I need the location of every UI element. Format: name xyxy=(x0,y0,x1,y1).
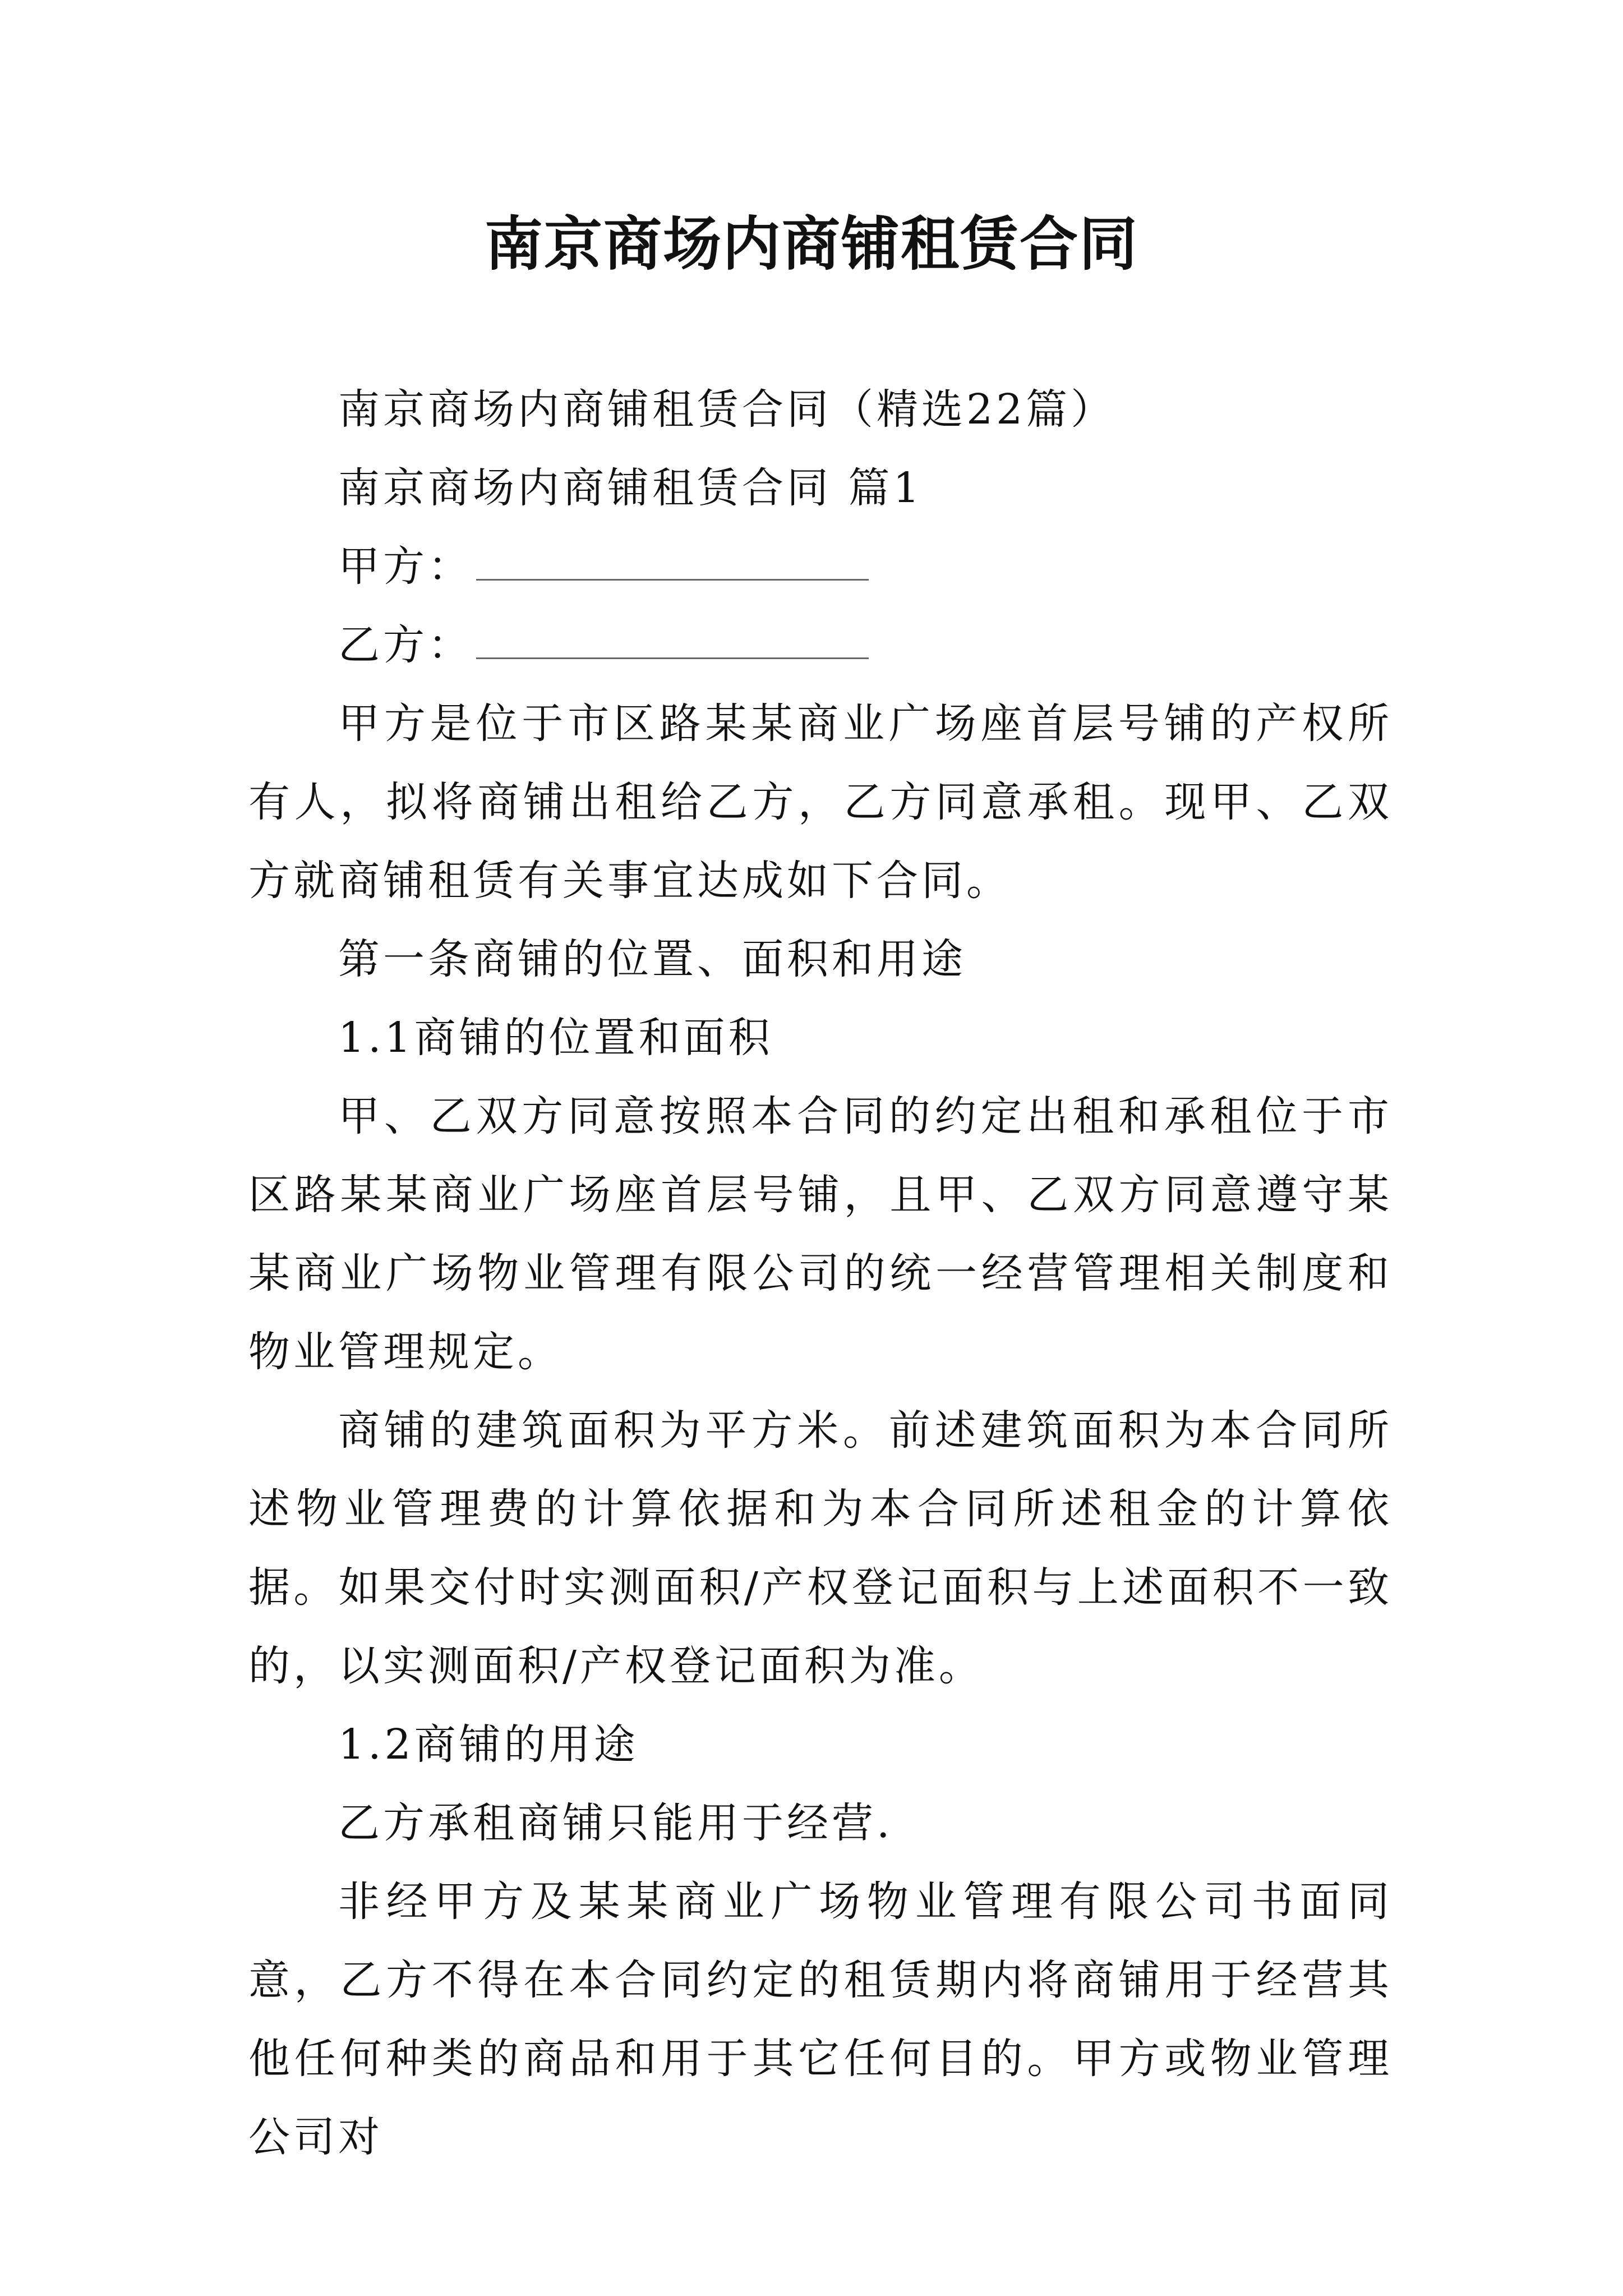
paragraph: 甲方是位于市区路某某商业广场座首层号铺的产权所有人，拟将商铺出租给乙方，乙方同意承租。现甲、乙双方就商铺租赁有关事宜达成如下合同。 xyxy=(248,700,1393,905)
party-a-label: 甲方： xyxy=(338,542,473,591)
paragraph: 甲、乙双方同意按照本合同的约定出租和承租位于市区路某某商业广场座首层号铺，且甲、乙双方同意遵守某某商业广场物业管理有限公司的统一经营管理相关制度和物业管理规定。 xyxy=(248,1092,1393,1376)
party-a-line xyxy=(248,527,1393,606)
paragraph: 乙方承租商铺只能用于经营. xyxy=(338,1799,893,1847)
document-title: 南京商场内商铺租赁合同 xyxy=(484,210,1138,278)
document-subtitle: 南京商场内商铺租赁合同（精选22篇） xyxy=(338,385,1116,434)
paragraph: 非经甲方及某某商业广场物业管理有限公司书面同意，乙方不得在本合同约定的租赁期内将商铺用于经营其他任何种类的商品和用于其它任何目的。甲方或物业管理公司对 xyxy=(248,1878,1393,2161)
document-body xyxy=(248,370,1393,2177)
section-heading: 南京商场内商铺租赁合同 篇1 xyxy=(338,464,923,512)
party-b-line xyxy=(248,606,1393,684)
party-a-blank xyxy=(476,540,869,581)
subclause-heading: 1.2商铺的用途 xyxy=(338,1720,639,1769)
subclause-heading: 1.1商铺的位置和面积 xyxy=(338,1014,773,1062)
clause-heading: 第一条商铺的位置、面积和用途 xyxy=(338,935,966,983)
party-b-blank xyxy=(476,618,869,659)
party-b-label: 乙方： xyxy=(338,621,473,669)
paragraph: 商铺的建筑面积为平方米。前述建筑面积为本合同所述物业管理费的计算依据和为本合同所述租金的计算依据。如果交付时实测面积/产权登记面积与上述面积不一致的，以实测面积/产权登记面积为准。 xyxy=(248,1406,1393,1690)
